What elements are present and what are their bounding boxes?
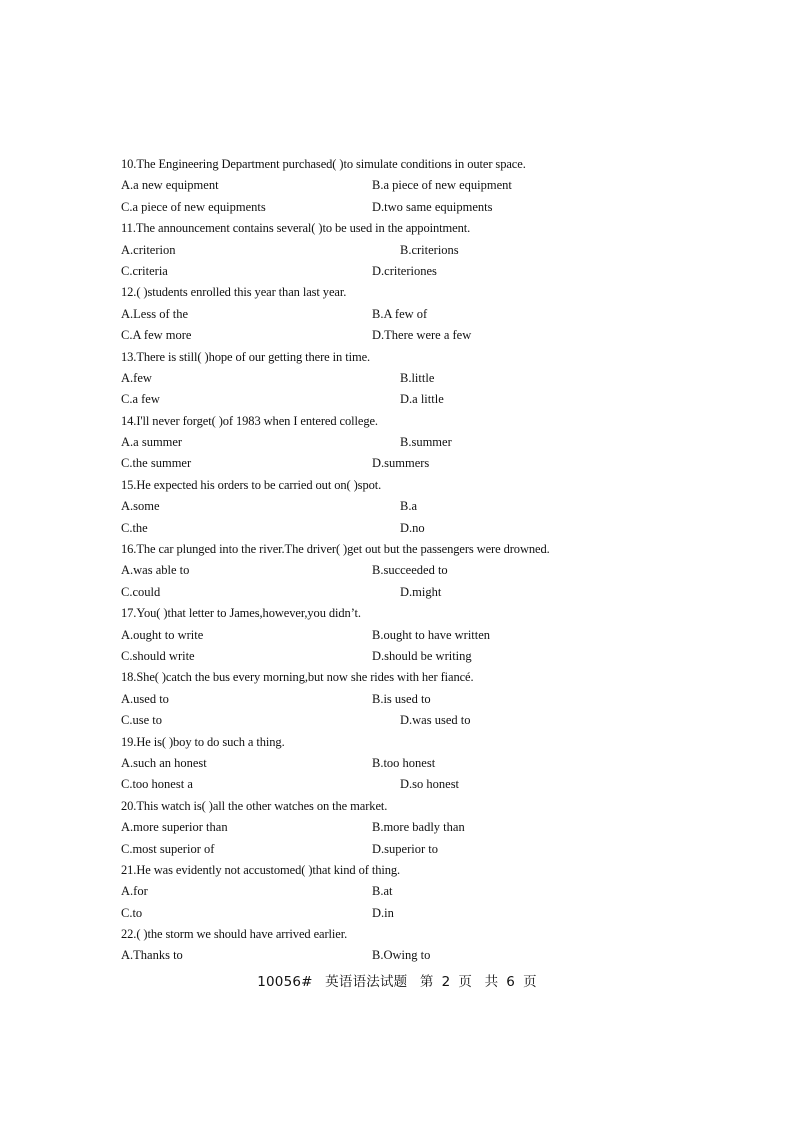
answer-option: C.A few more bbox=[121, 328, 192, 343]
option-row bbox=[121, 582, 681, 603]
option-row bbox=[121, 175, 681, 196]
question-stem: 22.( )the storm we should have arrived earlier. bbox=[121, 927, 348, 942]
answer-option: C.too honest a bbox=[121, 777, 193, 792]
total-prefix: 共 bbox=[484, 974, 499, 990]
option-row bbox=[121, 945, 681, 966]
option-row bbox=[121, 817, 681, 838]
page-suffix: 页 bbox=[523, 974, 537, 990]
answer-option: C.the bbox=[121, 520, 148, 535]
option-row bbox=[121, 197, 681, 218]
answer-option: B.is used to bbox=[372, 691, 431, 706]
answer-option: B.A few of bbox=[372, 306, 428, 321]
answer-option: B.ought to have written bbox=[372, 627, 491, 642]
answer-option: B.more badly than bbox=[372, 820, 465, 835]
answer-option: C.a few bbox=[121, 392, 160, 407]
answer-option: A.such an honest bbox=[121, 755, 207, 770]
question-stem: 10.The Engineering Department purchased( )to simulate conditions in outer space. bbox=[121, 157, 526, 171]
answer-option: D.There were a few bbox=[372, 328, 472, 343]
option-row bbox=[121, 903, 681, 924]
answer-option: A.few bbox=[121, 370, 152, 385]
question-stem: 11.The announcement contains several( )to be used in the appointment. bbox=[121, 221, 471, 236]
answer-option: B.criterions bbox=[400, 242, 459, 257]
answer-option: A.Thanks to bbox=[121, 948, 183, 963]
answer-option: D.was used to bbox=[400, 713, 471, 728]
answer-option: A.was able to bbox=[121, 563, 190, 578]
question-stem: 19.He is( )boy to do such a thing. bbox=[121, 734, 285, 749]
answer-option: A.for bbox=[121, 884, 148, 899]
question-stem: 16.The car plunged into the river.The driver( )get out but the passengers were drowned. bbox=[121, 542, 550, 557]
answer-option: A.a summer bbox=[121, 435, 183, 450]
answer-option: A.some bbox=[121, 499, 160, 514]
answer-option: B.Owing to bbox=[372, 948, 431, 963]
question-stem: 13.There is still( )hope of our getting there in time. bbox=[121, 349, 371, 364]
question-stem: 20.This watch is( )all the other watches on the market. bbox=[121, 798, 388, 813]
option-row bbox=[121, 560, 681, 581]
answer-option: C.use to bbox=[121, 713, 162, 728]
option-row bbox=[121, 496, 681, 517]
page-prefix: 第 bbox=[419, 974, 434, 990]
answer-option: A.ought to write bbox=[121, 627, 204, 642]
answer-option: C.most superior of bbox=[121, 841, 215, 856]
answer-option: C.could bbox=[121, 584, 161, 599]
exam-title: 英语语法试题 bbox=[325, 974, 408, 990]
question-stem: 18.She( )catch the bus every morning,but now she rides with her fiancé. bbox=[121, 670, 474, 685]
answer-option: C.to bbox=[121, 905, 143, 920]
answer-option: C.a piece of new equipments bbox=[121, 199, 266, 214]
answer-option: B.a bbox=[400, 499, 418, 514]
exam-code: 10056# bbox=[257, 974, 313, 990]
option-row bbox=[121, 389, 681, 410]
answer-option: D.so honest bbox=[400, 777, 460, 792]
answer-option: B.at bbox=[372, 884, 393, 899]
answer-option: A.criterion bbox=[121, 242, 176, 257]
answer-option: B.a piece of new equipment bbox=[372, 178, 512, 193]
answer-option: D.criteriones bbox=[372, 263, 437, 278]
answer-option: C.should write bbox=[121, 648, 195, 663]
page-footer bbox=[0, 970, 794, 990]
option-row bbox=[121, 625, 681, 646]
question-stem: 14.I'll never forget( )of 1983 when I entered college. bbox=[121, 413, 378, 428]
option-row bbox=[121, 304, 681, 325]
answer-option: B.little bbox=[400, 370, 435, 385]
answer-option: D.no bbox=[400, 520, 425, 535]
question-stem: 17.You( )that letter to James,however,you didn’t. bbox=[121, 606, 361, 621]
option-row bbox=[121, 839, 681, 860]
question-stem: 15.He expected his orders to be carried out on( )spot. bbox=[121, 477, 382, 492]
option-row bbox=[121, 689, 681, 710]
answer-option: D.superior to bbox=[372, 841, 438, 856]
option-row bbox=[121, 368, 681, 389]
answer-option: D.summers bbox=[372, 456, 430, 471]
option-row bbox=[121, 240, 681, 261]
option-row bbox=[121, 753, 681, 774]
option-row bbox=[121, 774, 681, 795]
answer-option: B.too honest bbox=[372, 755, 436, 770]
answer-option: B.summer bbox=[400, 435, 452, 450]
answer-option: D.in bbox=[372, 905, 394, 920]
answer-option: A.more superior than bbox=[121, 820, 228, 835]
answer-option: A.used to bbox=[121, 691, 169, 706]
page-number: 2 bbox=[441, 974, 451, 990]
answer-option: C.criteria bbox=[121, 263, 168, 278]
option-row bbox=[121, 261, 681, 282]
answer-option: A.Less of the bbox=[121, 306, 188, 321]
answer-option: A.a new equipment bbox=[121, 178, 219, 193]
answer-option: B.succeeded to bbox=[372, 563, 448, 578]
answer-option: D.should be writing bbox=[372, 648, 472, 663]
total-pages: 6 bbox=[506, 974, 516, 990]
option-row bbox=[121, 432, 681, 453]
answer-option: D.a little bbox=[400, 392, 444, 407]
option-row bbox=[121, 881, 681, 902]
option-row bbox=[121, 453, 681, 474]
answer-option: D.might bbox=[400, 584, 442, 599]
option-row bbox=[121, 518, 681, 539]
answer-option: C.the summer bbox=[121, 456, 192, 471]
option-row bbox=[121, 646, 681, 667]
page-mid: 页 bbox=[458, 974, 473, 990]
question-stem: 12.( )students enrolled this year than last year. bbox=[121, 285, 347, 300]
answer-option: D.two same equipments bbox=[372, 199, 493, 214]
question-list bbox=[121, 154, 681, 967]
option-row bbox=[121, 710, 681, 731]
option-row bbox=[121, 325, 681, 346]
question-stem: 21.He was evidently not accustomed( )that kind of thing. bbox=[121, 862, 401, 877]
